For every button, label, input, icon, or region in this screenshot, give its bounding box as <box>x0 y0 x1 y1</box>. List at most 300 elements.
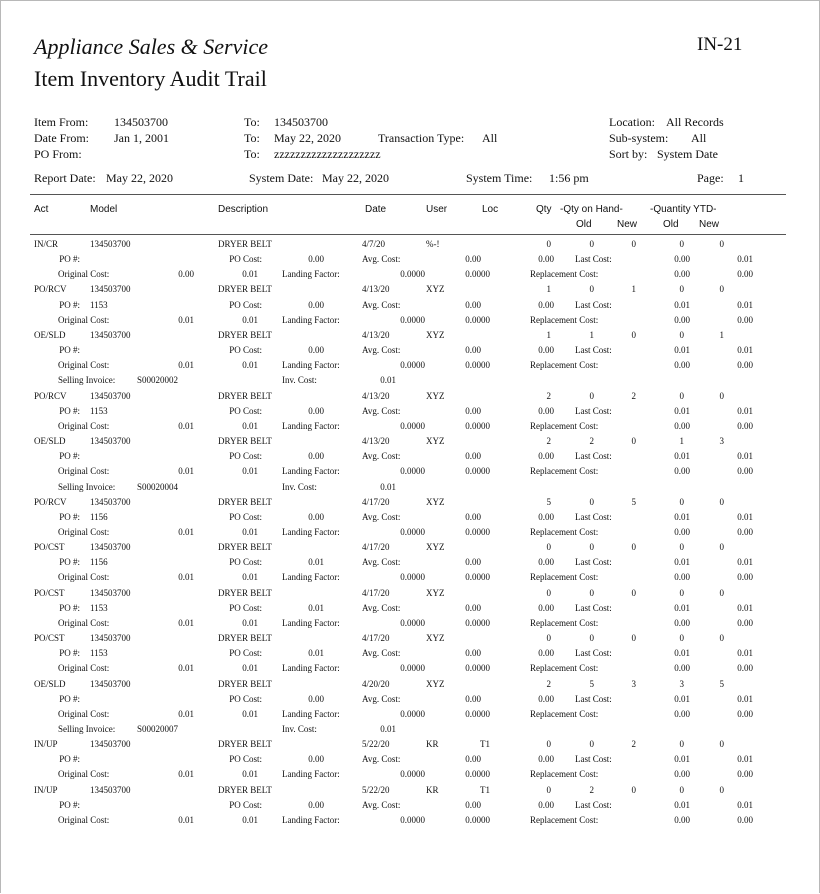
po-number: 1153 <box>90 299 108 310</box>
entry-po-row <box>0 300 820 315</box>
header-rule-top <box>30 194 786 195</box>
ytd-old: 3 <box>679 678 684 689</box>
po-cost-label: PO Cost: <box>229 345 262 356</box>
entry-po-row <box>0 800 820 815</box>
po-number: 1153 <box>90 602 108 613</box>
user: XYZ <box>426 678 445 689</box>
act: PO/CST <box>34 542 65 553</box>
qty: 0 <box>546 633 551 644</box>
original-cost-2: 0.01 <box>242 663 258 674</box>
replacement-cost-label: Replacement Cost: <box>530 663 599 674</box>
avg-cost-label: Avg. Cost: <box>362 754 401 765</box>
selling-invoice: S00020004 <box>137 481 179 492</box>
replacement-cost: 0.00 <box>674 269 690 280</box>
avg-cost: 0.00 <box>465 754 481 765</box>
entry-main-row <box>0 785 820 800</box>
entry-po-row <box>0 694 820 709</box>
landing-factor-2: 0.0000 <box>465 663 490 674</box>
system-time-value: 1:56 pm <box>549 171 589 185</box>
original-cost-label: Original Cost: <box>58 572 110 583</box>
qty: 2 <box>546 678 551 689</box>
on-hand-old: 2 <box>589 784 594 795</box>
po-cost: 0.00 <box>308 799 324 810</box>
landing-factor-2: 0.0000 <box>465 814 490 825</box>
last-cost-2: 0.01 <box>737 405 753 416</box>
ytd-old: 0 <box>679 329 684 340</box>
landing-factor-2: 0.0000 <box>465 769 490 780</box>
description: DRYER BELT <box>218 329 272 340</box>
entry-cost-row <box>0 360 820 375</box>
entry-cost-row <box>0 709 820 724</box>
avg-cost-2: 0.00 <box>538 405 554 416</box>
col-oh-new: New <box>617 219 638 230</box>
date: 4/13/20 <box>362 436 390 447</box>
po-cost: 0.00 <box>308 405 324 416</box>
entry-cost-row <box>0 769 820 784</box>
original-cost-label: Original Cost: <box>58 360 110 371</box>
ytd-old: 0 <box>679 390 684 401</box>
replacement-cost: 0.00 <box>674 708 690 719</box>
ytd-old: 0 <box>679 587 684 598</box>
col-oh-old: Old <box>576 219 592 230</box>
avg-cost-2: 0.00 <box>538 557 554 568</box>
inv-cost-label: Inv. Cost: <box>282 375 317 386</box>
avg-cost-2: 0.00 <box>538 254 554 265</box>
user: XYZ <box>426 390 445 401</box>
last-cost-2: 0.01 <box>737 693 753 704</box>
original-cost: 0.01 <box>178 314 194 325</box>
user: XYZ <box>426 284 445 295</box>
last-cost: 0.01 <box>674 602 690 613</box>
po-cost: 0.00 <box>308 299 324 310</box>
transaction-type-label: Transaction Type: <box>378 131 465 145</box>
last-cost: 0.01 <box>674 345 690 356</box>
last-cost-2: 0.01 <box>737 602 753 613</box>
ytd-old: 0 <box>679 542 684 553</box>
description: DRYER BELT <box>218 390 272 401</box>
last-cost-label: Last Cost: <box>575 345 612 356</box>
replacement-cost: 0.00 <box>674 420 690 431</box>
avg-cost-label: Avg. Cost: <box>362 405 401 416</box>
user: XYZ <box>426 542 445 553</box>
original-cost-label: Original Cost: <box>58 420 110 431</box>
po-to-value: zzzzzzzzzzzzzzzzzzzz <box>274 147 381 161</box>
on-hand-new: 2 <box>631 390 636 401</box>
last-cost-2: 0.01 <box>737 299 753 310</box>
col-ytd-new: New <box>699 219 720 230</box>
avg-cost-label: Avg. Cost: <box>362 345 401 356</box>
on-hand-old: 1 <box>589 329 594 340</box>
avg-cost-label: Avg. Cost: <box>362 299 401 310</box>
model: 134503700 <box>90 284 131 295</box>
avg-cost-label: Avg. Cost: <box>362 254 401 265</box>
ytd-old: 1 <box>679 436 684 447</box>
po-label: PO #: <box>59 648 80 659</box>
po-label: PO #: <box>59 405 80 416</box>
original-cost: 0.01 <box>178 572 194 583</box>
landing-factor-label: Landing Factor: <box>282 769 340 780</box>
po-label: PO #: <box>59 511 80 522</box>
audit-entries <box>0 239 820 830</box>
report-date-value: May 22, 2020 <box>106 171 173 185</box>
replacement-cost-label: Replacement Cost: <box>530 769 599 780</box>
replacement-cost: 0.00 <box>674 572 690 583</box>
model: 134503700 <box>90 390 131 401</box>
avg-cost: 0.00 <box>465 557 481 568</box>
avg-cost: 0.00 <box>465 648 481 659</box>
user: XYZ <box>426 587 445 598</box>
landing-factor: 0.0000 <box>400 466 425 477</box>
item-from-label: Item From: <box>34 115 89 129</box>
model: 134503700 <box>90 587 131 598</box>
date-to-label: To: <box>244 131 260 145</box>
avg-cost-label: Avg. Cost: <box>362 511 401 522</box>
replacement-cost: 0.00 <box>674 769 690 780</box>
on-hand-new: 0 <box>631 587 636 598</box>
po-label: PO #: <box>59 345 80 356</box>
on-hand-old: 0 <box>589 542 594 553</box>
po-label: PO #: <box>59 254 80 265</box>
on-hand-new: 5 <box>631 496 636 507</box>
po-number: 1156 <box>90 511 108 522</box>
landing-factor-label: Landing Factor: <box>282 314 340 325</box>
replacement-cost-label: Replacement Cost: <box>530 314 599 325</box>
entry-main-row <box>0 284 820 299</box>
po-to-label: To: <box>244 147 260 161</box>
last-cost: 0.01 <box>674 511 690 522</box>
last-cost: 0.01 <box>674 754 690 765</box>
col-act: Act <box>34 204 49 215</box>
act: IN/UP <box>34 784 58 795</box>
entry-po-row <box>0 603 820 618</box>
ytd-new: 0 <box>719 542 724 553</box>
ytd-new: 0 <box>719 239 724 249</box>
description: DRYER BELT <box>218 678 272 689</box>
loc: T1 <box>480 784 490 795</box>
replacement-cost-2: 0.00 <box>737 420 753 431</box>
description: DRYER BELT <box>218 284 272 295</box>
po-cost-label: PO Cost: <box>229 602 262 613</box>
entry-main-row <box>0 436 820 451</box>
avg-cost-label: Avg. Cost: <box>362 557 401 568</box>
inv-cost: 0.01 <box>380 375 396 386</box>
landing-factor-label: Landing Factor: <box>282 526 340 537</box>
report-date-label: Report Date: <box>34 171 96 185</box>
po-cost: 0.01 <box>308 602 324 613</box>
qty: 5 <box>546 496 551 507</box>
date: 4/13/20 <box>362 329 390 340</box>
original-cost: 0.01 <box>178 708 194 719</box>
description: DRYER BELT <box>218 542 272 553</box>
replacement-cost: 0.00 <box>674 360 690 371</box>
qty: 0 <box>546 587 551 598</box>
description: DRYER BELT <box>218 239 272 249</box>
replacement-cost-2: 0.00 <box>737 269 753 280</box>
act: PO/RCV <box>34 496 67 507</box>
on-hand-new: 3 <box>631 678 636 689</box>
ytd-old: 0 <box>679 784 684 795</box>
qty: 2 <box>546 390 551 401</box>
entry-invoice-row <box>0 724 820 739</box>
entry-invoice-row <box>0 375 820 390</box>
user: XYZ <box>426 329 445 340</box>
company-name: Appliance Sales & Service <box>34 34 268 59</box>
original-cost: 0.01 <box>178 360 194 371</box>
last-cost-2: 0.01 <box>737 754 753 765</box>
ytd-new: 0 <box>719 496 724 507</box>
avg-cost-2: 0.00 <box>538 648 554 659</box>
on-hand-new: 0 <box>631 542 636 553</box>
user: XYZ <box>426 436 445 447</box>
ytd-old: 0 <box>679 633 684 644</box>
act: PO/RCV <box>34 284 67 295</box>
location-value: All Records <box>666 115 724 129</box>
last-cost: 0.01 <box>674 557 690 568</box>
landing-factor: 0.0000 <box>400 360 425 371</box>
original-cost-label: Original Cost: <box>58 769 110 780</box>
inv-cost: 0.01 <box>380 481 396 492</box>
landing-factor-label: Landing Factor: <box>282 708 340 719</box>
on-hand-old: 0 <box>589 633 594 644</box>
col-ytd-old: Old <box>663 219 679 230</box>
col-model: Model <box>90 204 118 215</box>
replacement-cost-2: 0.00 <box>737 663 753 674</box>
act: IN/CR <box>34 239 59 249</box>
landing-factor: 0.0000 <box>400 420 425 431</box>
original-cost-label: Original Cost: <box>58 466 110 477</box>
original-cost-2: 0.01 <box>242 420 258 431</box>
landing-factor-label: Landing Factor: <box>282 420 340 431</box>
entry-po-row <box>0 557 820 572</box>
date: 4/13/20 <box>362 284 390 295</box>
sortby-label: Sort by: <box>609 147 648 161</box>
po-label: PO #: <box>59 754 80 765</box>
replacement-cost: 0.00 <box>674 617 690 628</box>
replacement-cost-label: Replacement Cost: <box>530 617 599 628</box>
po-cost-label: PO Cost: <box>229 405 262 416</box>
last-cost-2: 0.01 <box>737 451 753 462</box>
user: %-! <box>426 239 440 249</box>
replacement-cost: 0.00 <box>674 814 690 825</box>
qty: 0 <box>546 239 551 249</box>
last-cost: 0.01 <box>674 405 690 416</box>
date-from-value: Jan 1, 2001 <box>114 131 169 145</box>
avg-cost: 0.00 <box>465 345 481 356</box>
po-label: PO #: <box>59 299 80 310</box>
entry-cost-row <box>0 815 820 830</box>
on-hand-old: 5 <box>589 678 594 689</box>
po-label: PO #: <box>59 557 80 568</box>
date-to-value: May 22, 2020 <box>274 131 341 145</box>
model: 134503700 <box>90 739 131 750</box>
selling-invoice-label: Selling Invoice: <box>58 724 116 734</box>
ytd-new: 0 <box>719 784 724 795</box>
report-code: IN-21 <box>697 34 743 55</box>
landing-factor: 0.0000 <box>400 526 425 537</box>
last-cost-2: 0.01 <box>737 648 753 659</box>
replacement-cost-2: 0.00 <box>737 314 753 325</box>
po-cost: 0.00 <box>308 254 324 265</box>
date: 5/22/20 <box>362 784 390 795</box>
po-cost: 0.01 <box>308 648 324 659</box>
act: IN/UP <box>34 739 58 750</box>
replacement-cost-2: 0.00 <box>737 572 753 583</box>
original-cost-2: 0.01 <box>242 360 258 371</box>
last-cost-label: Last Cost: <box>575 693 612 704</box>
po-cost-label: PO Cost: <box>229 511 262 522</box>
last-cost-2: 0.01 <box>737 557 753 568</box>
on-hand-old: 0 <box>589 739 594 750</box>
ytd-new: 5 <box>719 678 724 689</box>
landing-factor-2: 0.0000 <box>465 466 490 477</box>
entry-main-row <box>0 330 820 345</box>
on-hand-new: 0 <box>631 633 636 644</box>
po-cost: 0.00 <box>308 511 324 522</box>
last-cost-2: 0.01 <box>737 345 753 356</box>
date: 4/17/20 <box>362 587 390 598</box>
item-from-value: 134503700 <box>114 115 168 129</box>
replacement-cost-2: 0.00 <box>737 617 753 628</box>
last-cost: 0.01 <box>674 648 690 659</box>
qty: 0 <box>546 542 551 553</box>
po-cost-label: PO Cost: <box>229 451 262 462</box>
entry-main-row <box>0 739 820 754</box>
original-cost-2: 0.01 <box>242 814 258 825</box>
avg-cost-label: Avg. Cost: <box>362 648 401 659</box>
po-cost-label: PO Cost: <box>229 557 262 568</box>
item-to-label: To: <box>244 115 260 129</box>
replacement-cost-2: 0.00 <box>737 360 753 371</box>
ytd-new: 0 <box>719 284 724 295</box>
avg-cost-2: 0.00 <box>538 345 554 356</box>
landing-factor: 0.0000 <box>400 814 425 825</box>
avg-cost-label: Avg. Cost: <box>362 451 401 462</box>
location-label: Location: <box>609 115 655 129</box>
avg-cost-2: 0.00 <box>538 693 554 704</box>
ytd-old: 0 <box>679 239 684 249</box>
last-cost-2: 0.01 <box>737 254 753 265</box>
on-hand-old: 0 <box>589 284 594 295</box>
replacement-cost-label: Replacement Cost: <box>530 420 599 431</box>
replacement-cost-2: 0.00 <box>737 466 753 477</box>
original-cost-2: 0.01 <box>242 572 258 583</box>
on-hand-new: 1 <box>631 284 636 295</box>
po-cost: 0.00 <box>308 345 324 356</box>
original-cost-2: 0.01 <box>242 617 258 628</box>
inv-cost-label: Inv. Cost: <box>282 481 317 492</box>
landing-factor-label: Landing Factor: <box>282 814 340 825</box>
model: 134503700 <box>90 542 131 553</box>
avg-cost-2: 0.00 <box>538 754 554 765</box>
col-qty-on-hand: -Qty on Hand- <box>560 204 623 215</box>
avg-cost-label: Avg. Cost: <box>362 693 401 704</box>
ytd-new: 0 <box>719 390 724 401</box>
original-cost-2: 0.01 <box>242 708 258 719</box>
description: DRYER BELT <box>218 739 272 750</box>
last-cost-label: Last Cost: <box>575 799 612 810</box>
original-cost-label: Original Cost: <box>58 663 110 674</box>
original-cost-2: 0.01 <box>242 314 258 325</box>
original-cost-2: 0.01 <box>242 466 258 477</box>
original-cost: 0.01 <box>178 466 194 477</box>
description: DRYER BELT <box>218 633 272 644</box>
po-cost-label: PO Cost: <box>229 648 262 659</box>
original-cost-label: Original Cost: <box>58 269 110 280</box>
original-cost: 0.01 <box>178 814 194 825</box>
last-cost-label: Last Cost: <box>575 511 612 522</box>
subsystem-label: Sub-system: <box>609 131 669 145</box>
po-cost: 0.00 <box>308 451 324 462</box>
entry-po-row <box>0 754 820 769</box>
landing-factor: 0.0000 <box>400 572 425 583</box>
ytd-old: 0 <box>679 739 684 750</box>
date: 5/22/20 <box>362 739 390 750</box>
replacement-cost-label: Replacement Cost: <box>530 269 599 280</box>
date: 4/13/20 <box>362 390 390 401</box>
model: 134503700 <box>90 239 131 249</box>
col-qty: Qty <box>536 204 552 215</box>
last-cost-label: Last Cost: <box>575 299 612 310</box>
entry-main-row <box>0 542 820 557</box>
selling-invoice-label: Selling Invoice: <box>58 481 116 492</box>
entry-cost-row <box>0 618 820 633</box>
last-cost: 0.00 <box>674 254 690 265</box>
last-cost-2: 0.01 <box>737 799 753 810</box>
act: OE/SLD <box>34 436 66 447</box>
last-cost: 0.01 <box>674 693 690 704</box>
avg-cost: 0.00 <box>465 693 481 704</box>
act: OE/SLD <box>34 329 66 340</box>
qty: 1 <box>546 329 551 340</box>
last-cost-label: Last Cost: <box>575 254 612 265</box>
replacement-cost: 0.00 <box>674 466 690 477</box>
inv-cost: 0.01 <box>380 724 396 734</box>
avg-cost-label: Avg. Cost: <box>362 799 401 810</box>
avg-cost-2: 0.00 <box>538 299 554 310</box>
qty: 2 <box>546 436 551 447</box>
date: 4/17/20 <box>362 542 390 553</box>
ytd-new: 0 <box>719 633 724 644</box>
replacement-cost-label: Replacement Cost: <box>530 572 599 583</box>
entry-main-row <box>0 679 820 694</box>
description: DRYER BELT <box>218 496 272 507</box>
landing-factor-2: 0.0000 <box>465 708 490 719</box>
selling-invoice: S00020007 <box>137 724 179 734</box>
selling-invoice-label: Selling Invoice: <box>58 375 116 386</box>
replacement-cost-label: Replacement Cost: <box>530 708 599 719</box>
avg-cost: 0.00 <box>465 299 481 310</box>
entry-po-row <box>0 451 820 466</box>
po-cost-label: PO Cost: <box>229 254 262 265</box>
last-cost-label: Last Cost: <box>575 405 612 416</box>
description: DRYER BELT <box>218 436 272 447</box>
last-cost: 0.01 <box>674 799 690 810</box>
original-cost-2: 0.01 <box>242 769 258 780</box>
entry-po-row <box>0 648 820 663</box>
entry-po-row <box>0 254 820 269</box>
avg-cost-2: 0.00 <box>538 799 554 810</box>
entry-cost-row <box>0 663 820 678</box>
po-number: 1156 <box>90 557 108 568</box>
item-to-value: 134503700 <box>274 115 328 129</box>
original-cost-2: 0.01 <box>242 269 258 280</box>
replacement-cost-label: Replacement Cost: <box>530 814 599 825</box>
model: 134503700 <box>90 329 131 340</box>
col-quantity-ytd: -Quantity YTD- <box>650 204 717 215</box>
original-cost-label: Original Cost: <box>58 708 110 719</box>
landing-factor-label: Landing Factor: <box>282 617 340 628</box>
entry-cost-row <box>0 315 820 330</box>
